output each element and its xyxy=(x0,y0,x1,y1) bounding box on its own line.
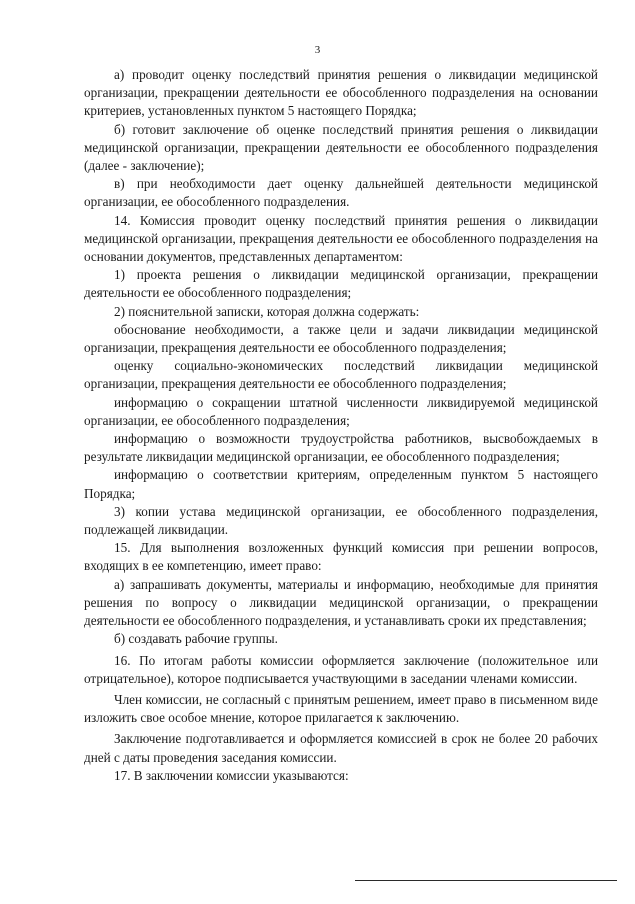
paragraph-14-2: 2) пояснительной записки, которая должна содержать: xyxy=(114,303,420,319)
paragraph-16-deadline: Заключение подготавливается и оформляется комиссией в срок не более 20 рабочих дней с даты проведения заседания комиссии. xyxy=(84,731,598,765)
paragraph-13a: а) проводит оценку последствий принятия решения о ликвидации медицинской организации, прекращении деятельности ее обособленного подразделения на основании критериев, установленных пунктом 5 настоящего Порядка; xyxy=(84,67,598,119)
paragraph-14: 14. Комиссия проводит оценку последствий принятия решения о ликвидации медицинской организации, прекращения деятельности ее обособленного подразделения на основании документов, представленных департаментом: xyxy=(84,212,598,265)
document-body xyxy=(84,66,598,785)
page-number: 3 xyxy=(314,44,321,56)
paragraph-14-2-criteria: информацию о соответствии критериям, определенным пунктом 5 настоящего Порядка; xyxy=(84,467,598,501)
paragraph-14-3: 3) копии устава медицинской организации, ее обособленного подразделения, подлежащей ликвидации. xyxy=(84,503,598,538)
paragraph-15a: а) запрашивать документы, материалы и информацию, необходимые для принятия решения по вопросу о ликвидации медицинской организации, о прекращении деятельности ее обособленного подразделения, и устанавливать сроки их представления; xyxy=(84,576,598,629)
paragraph-14-1: 1) проекта решения о ликвидации медицинской организации, прекращении деятельности ее обособленного подразделения; xyxy=(84,267,598,301)
paragraph-17: 17. В заключении комиссии указываются: xyxy=(114,767,349,783)
paragraph-14-2-staff-reduction: информацию о сокращении штатной численности ликвидируемой медицинской организации, ее обособленного подразделения; xyxy=(84,394,598,428)
paragraph-14-2-justification: обоснование необходимости, а также цели и задачи ликвидации медицинской организации, прекращения деятельности ее обособленного подразделения; xyxy=(84,321,598,356)
paragraph-16: 16. По итогам работы комиссии оформляется заключение (положительное или отрицательное), которое подписывается участвующими в заседании членами комиссии. xyxy=(84,652,598,686)
paragraph-14-2-employment: информацию о возможности трудоустройства работников, высвобождаемых в результате ликвидации медицинской организации, ее обособленного подразделения; xyxy=(84,431,598,465)
paragraph-13c: в) при необходимости дает оценку дальнейшей деятельности медицинской организации, ее обособленного подразделения. xyxy=(84,176,598,210)
paragraph-13b: б) готовит заключение об оценке последствий принятия решения о ликвидации медицинской организации, прекращении деятельности ее обособленного подразделения (далее - заключение); xyxy=(84,121,598,174)
paragraph-16-dissent: Член комиссии, не согласный с принятым решением, имеет право в письменном виде изложить свое особое мнение, которое прилагается к заключению. xyxy=(84,691,598,726)
footer-rule xyxy=(355,880,617,881)
paragraph-15: 15. Для выполнения возложенных функций комиссия при решении вопросов, входящих в ее компетенцию, имеет право: xyxy=(84,540,598,574)
paragraph-14-2-assessment: оценку социально-экономических последствий ликвидации медицинской организации, прекращения деятельности ее обособленного подразделения; xyxy=(84,358,598,392)
paragraph-15b: б) создавать рабочие группы. xyxy=(114,631,278,647)
